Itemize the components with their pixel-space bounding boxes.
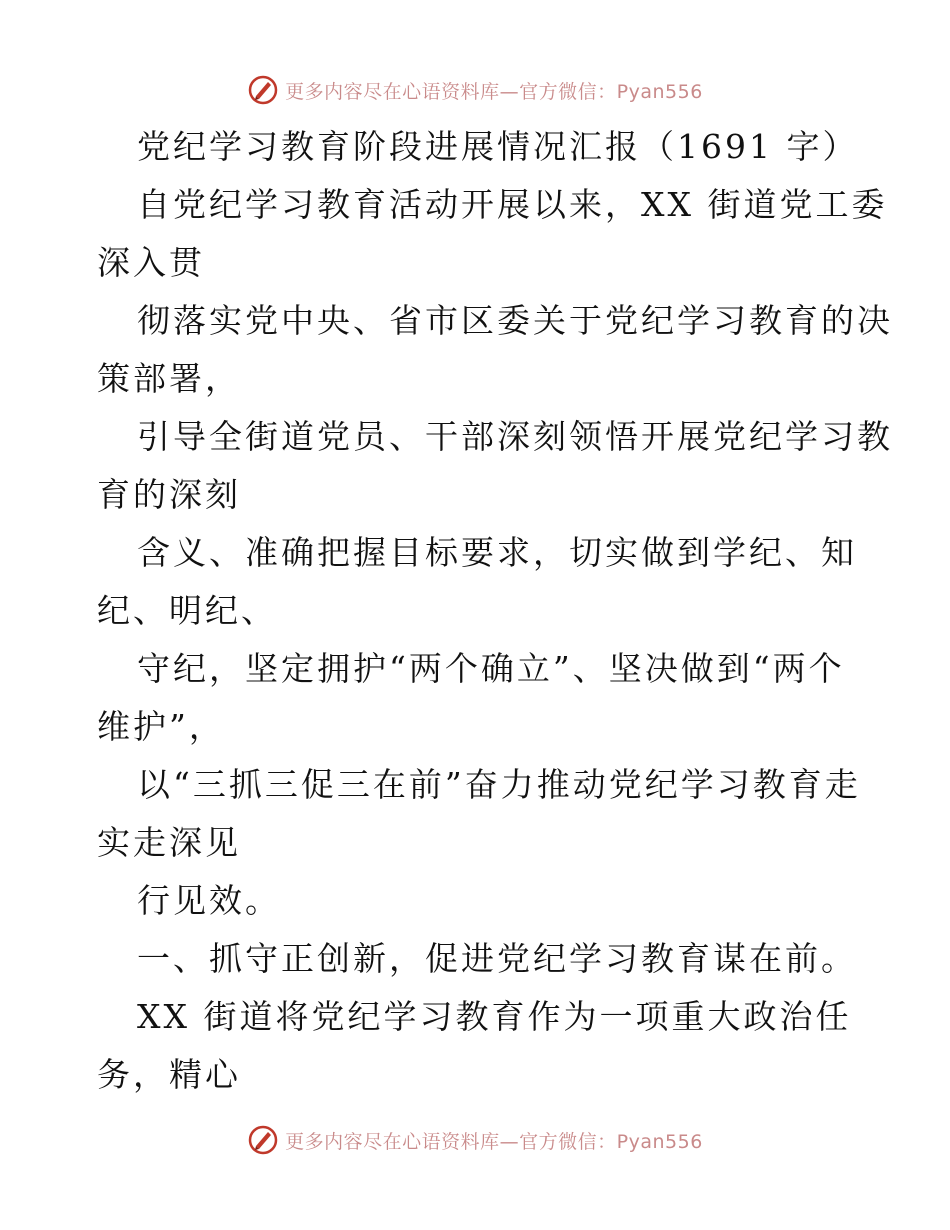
document-body (97, 118, 893, 1104)
doc-line: 纪、明纪、 (97, 591, 277, 630)
doc-line: 策部署， (97, 359, 241, 398)
header-watermark (0, 72, 950, 108)
doc-line: 自党纪学习教育活动开展以来，XX 街道党工委 (137, 185, 888, 224)
doc-line: 行见效。 (137, 881, 281, 920)
doc-line: 维护”， (97, 707, 225, 746)
doc-line: XX 街道将党纪学习教育作为一项重大政治任 (137, 997, 852, 1036)
doc-line: 深入贯 (97, 243, 205, 282)
section-heading: 一、抓守正创新，促进党纪学习教育谋在前。 (137, 939, 857, 978)
pen-logo-icon (247, 74, 279, 106)
doc-line: 含义、准确把握目标要求，切实做到学纪、知 (137, 533, 857, 572)
doc-line: 育的深刻 (97, 475, 241, 514)
watermark-text: 更多内容尽在心语资料库—官方微信：Pyan556 (285, 1130, 703, 1153)
doc-title: 党纪学习教育阶段进展情况汇报（1691 字） (137, 127, 859, 166)
doc-line: 守纪，坚定拥护“两个确立”、坚决做到“两个 (137, 649, 845, 688)
doc-line: 彻落实党中央、省市区委关于党纪学习教育的决 (137, 301, 893, 340)
footer-watermark (0, 1122, 950, 1158)
doc-line: 引导全街道党员、干部深刻领悟开展党纪学习教 (137, 417, 893, 456)
pen-logo-icon (247, 1124, 279, 1156)
doc-line: 以“三抓三促三在前”奋力推动党纪学习教育走 (137, 765, 861, 804)
doc-line: 实走深见 (97, 823, 241, 862)
watermark-text: 更多内容尽在心语资料库—官方微信：Pyan556 (285, 80, 703, 103)
doc-line: 务，精心 (97, 1055, 241, 1094)
